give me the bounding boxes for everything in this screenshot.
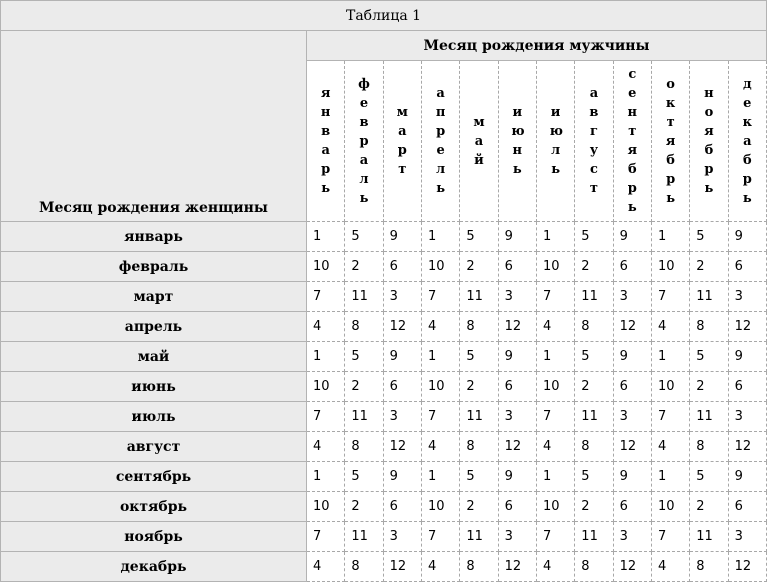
table-cell: 12: [498, 312, 536, 342]
table-cell: 4: [651, 312, 689, 342]
column-header-11: [728, 61, 766, 222]
table-caption: Таблица 1: [1, 1, 767, 31]
table-cell: 9: [728, 462, 766, 492]
table-cell: 6: [613, 492, 651, 522]
table-row: [1, 402, 767, 432]
table-cell: 3: [383, 282, 421, 312]
table-cell: 1: [307, 222, 345, 252]
row-header: июль: [1, 402, 307, 432]
table-cell: 2: [460, 252, 498, 282]
table-cell: 3: [728, 402, 766, 432]
table-cell: 11: [690, 402, 728, 432]
table-cell: 7: [421, 282, 459, 312]
table-cell: 6: [498, 492, 536, 522]
table-cell: 6: [728, 492, 766, 522]
column-header-4: [460, 61, 498, 222]
table-cell: 8: [690, 312, 728, 342]
table-cell: 2: [690, 492, 728, 522]
table-cell: 10: [651, 372, 689, 402]
table-cell: 6: [728, 372, 766, 402]
table-cell: 8: [345, 552, 383, 582]
table-cell: 4: [421, 552, 459, 582]
row-group-header: Месяц рождения женщины: [1, 31, 307, 222]
table-cell: 9: [498, 342, 536, 372]
table-cell: 11: [345, 522, 383, 552]
table-cell: 1: [421, 342, 459, 372]
table-cell: 5: [690, 222, 728, 252]
table-cell: 11: [690, 282, 728, 312]
table-cell: 7: [307, 522, 345, 552]
table-cell: 8: [345, 432, 383, 462]
row-header: ноябрь: [1, 522, 307, 552]
column-header-label: август: [589, 86, 599, 196]
table-cell: 11: [690, 522, 728, 552]
table-cell: 12: [728, 552, 766, 582]
table-cell: 5: [460, 342, 498, 372]
table-cell: 3: [613, 282, 651, 312]
table-cell: 4: [536, 432, 574, 462]
column-header-label: июль: [549, 105, 563, 177]
table-cell: 12: [383, 552, 421, 582]
table-cell: 2: [575, 252, 613, 282]
table-cell: 6: [613, 372, 651, 402]
table-cell: 4: [421, 312, 459, 342]
table-cell: 10: [307, 252, 345, 282]
table-cell: 3: [613, 402, 651, 432]
table-cell: 2: [460, 492, 498, 522]
table-cell: 9: [613, 222, 651, 252]
row-header: октябрь: [1, 492, 307, 522]
column-header-label: сентябрь: [627, 67, 638, 215]
table-cell: 9: [383, 222, 421, 252]
table-cell: 10: [536, 252, 574, 282]
table-cell: 3: [613, 522, 651, 552]
column-header-7: [575, 61, 613, 222]
table-cell: 2: [690, 372, 728, 402]
table-cell: 5: [690, 342, 728, 372]
table-cell: 8: [690, 432, 728, 462]
column-header-label: декабрь: [742, 76, 752, 206]
table-cell: 12: [728, 312, 766, 342]
table-cell: 7: [421, 522, 459, 552]
table-cell: 10: [651, 492, 689, 522]
table-body: [1, 222, 767, 582]
table-cell: 9: [613, 462, 651, 492]
table-cell: 11: [575, 282, 613, 312]
table-cell: 9: [498, 462, 536, 492]
table-cell: 10: [536, 372, 574, 402]
column-header-6: [536, 61, 574, 222]
table-cell: 4: [307, 552, 345, 582]
table-cell: 9: [613, 342, 651, 372]
column-header-8: [613, 61, 651, 222]
table-cell: 3: [728, 282, 766, 312]
table-cell: 2: [345, 492, 383, 522]
table-cell: 1: [421, 462, 459, 492]
table-cell: 7: [536, 522, 574, 552]
column-header-0: [307, 61, 345, 222]
table-cell: 5: [345, 342, 383, 372]
table-cell: 3: [498, 522, 536, 552]
table-cell: 8: [460, 432, 498, 462]
table-cell: 6: [383, 492, 421, 522]
row-header: июнь: [1, 372, 307, 402]
table-cell: 12: [498, 432, 536, 462]
table-cell: 5: [345, 222, 383, 252]
table-cell: 12: [613, 432, 651, 462]
table-cell: 3: [498, 402, 536, 432]
table-cell: 9: [728, 222, 766, 252]
table-cell: 7: [307, 282, 345, 312]
table-cell: 3: [383, 522, 421, 552]
table-cell: 5: [460, 222, 498, 252]
table-cell: 8: [690, 552, 728, 582]
column-header-label: апрель: [435, 86, 446, 196]
table-cell: 5: [575, 462, 613, 492]
table-cell: 12: [383, 432, 421, 462]
row-header: май: [1, 342, 307, 372]
table-row: [1, 432, 767, 462]
table-cell: 5: [690, 462, 728, 492]
table-cell: 2: [345, 372, 383, 402]
row-header: февраль: [1, 252, 307, 282]
table-cell: 9: [383, 462, 421, 492]
table-cell: 9: [383, 342, 421, 372]
table-cell: 6: [613, 252, 651, 282]
table-cell: 10: [307, 492, 345, 522]
table-cell: 7: [307, 402, 345, 432]
table-cell: 12: [613, 312, 651, 342]
table-cell: 2: [345, 252, 383, 282]
table-cell: 1: [651, 462, 689, 492]
table-cell: 4: [307, 312, 345, 342]
table-cell: 10: [421, 252, 459, 282]
table-row: [1, 222, 767, 252]
table-cell: 10: [536, 492, 574, 522]
table-cell: 4: [536, 552, 574, 582]
table-cell: 11: [575, 402, 613, 432]
column-header-label: май: [473, 114, 485, 168]
table-cell: 12: [498, 552, 536, 582]
table-cell: 3: [498, 282, 536, 312]
table-row: [1, 492, 767, 522]
table-row: [1, 522, 767, 552]
column-header-9: [651, 61, 689, 222]
table-cell: 3: [383, 402, 421, 432]
table-cell: 6: [728, 252, 766, 282]
column-header-label: январь: [320, 86, 331, 196]
table-cell: 7: [421, 402, 459, 432]
table-cell: 5: [460, 462, 498, 492]
row-header: сентябрь: [1, 462, 307, 492]
column-header-label: март: [396, 105, 408, 177]
table-cell: 6: [498, 372, 536, 402]
table-row: [1, 282, 767, 312]
table-cell: 8: [460, 312, 498, 342]
table-cell: 2: [575, 372, 613, 402]
table-row: [1, 462, 767, 492]
table-cell: 5: [575, 342, 613, 372]
table-cell: 4: [651, 432, 689, 462]
table-row: [1, 252, 767, 282]
row-header: август: [1, 432, 307, 462]
table-cell: 12: [613, 552, 651, 582]
table-cell: 1: [536, 222, 574, 252]
table-cell: 5: [345, 462, 383, 492]
table-cell: 2: [690, 252, 728, 282]
table-cell: 7: [536, 402, 574, 432]
table-cell: 4: [307, 432, 345, 462]
table-cell: 10: [421, 372, 459, 402]
table-cell: 11: [460, 522, 498, 552]
table-cell: 8: [460, 552, 498, 582]
table-cell: 1: [536, 462, 574, 492]
table-cell: 4: [651, 552, 689, 582]
table-cell: 4: [421, 432, 459, 462]
table-cell: 3: [728, 522, 766, 552]
table-cell: 11: [575, 522, 613, 552]
table-cell: 6: [383, 252, 421, 282]
table-cell: 1: [536, 342, 574, 372]
table-row: [1, 552, 767, 582]
table-cell: 12: [728, 432, 766, 462]
column-header-label: июнь: [511, 105, 525, 177]
table-cell: 9: [498, 222, 536, 252]
table-row: [1, 342, 767, 372]
column-header-2: [383, 61, 421, 222]
row-header: март: [1, 282, 307, 312]
column-header-10: [690, 61, 728, 222]
table-row: [1, 312, 767, 342]
table-cell: 8: [575, 312, 613, 342]
table-cell: 10: [307, 372, 345, 402]
table-cell: 2: [575, 492, 613, 522]
table-cell: 8: [575, 432, 613, 462]
column-header-1: [345, 61, 383, 222]
table-cell: 8: [345, 312, 383, 342]
table-cell: 10: [421, 492, 459, 522]
row-header: январь: [1, 222, 307, 252]
table-cell: 1: [421, 222, 459, 252]
table-cell: 9: [728, 342, 766, 372]
row-header: декабрь: [1, 552, 307, 582]
table-cell: 6: [498, 252, 536, 282]
table-cell: 11: [460, 282, 498, 312]
table-cell: 11: [460, 402, 498, 432]
table-cell: 11: [345, 282, 383, 312]
table-cell: 11: [345, 402, 383, 432]
table-cell: 2: [460, 372, 498, 402]
table-row: [1, 372, 767, 402]
column-header-label: ноябрь: [704, 86, 714, 196]
row-header: апрель: [1, 312, 307, 342]
table-cell: 12: [383, 312, 421, 342]
column-header-label: октябрь: [665, 76, 676, 206]
table-cell: 7: [651, 402, 689, 432]
table-cell: 8: [575, 552, 613, 582]
table-cell: 1: [651, 342, 689, 372]
table-cell: 10: [651, 252, 689, 282]
table-cell: 6: [383, 372, 421, 402]
table-cell: 1: [307, 462, 345, 492]
table-cell: 4: [536, 312, 574, 342]
table-cell: 1: [307, 342, 345, 372]
column-header-5: [498, 61, 536, 222]
table-cell: 7: [536, 282, 574, 312]
column-header-3: [421, 61, 459, 222]
column-group-header: Месяц рождения мужчины: [307, 31, 767, 61]
table-cell: 7: [651, 282, 689, 312]
table-cell: 1: [651, 222, 689, 252]
table-cell: 5: [575, 222, 613, 252]
table-cell: 7: [651, 522, 689, 552]
column-header-label: февраль: [358, 76, 370, 206]
